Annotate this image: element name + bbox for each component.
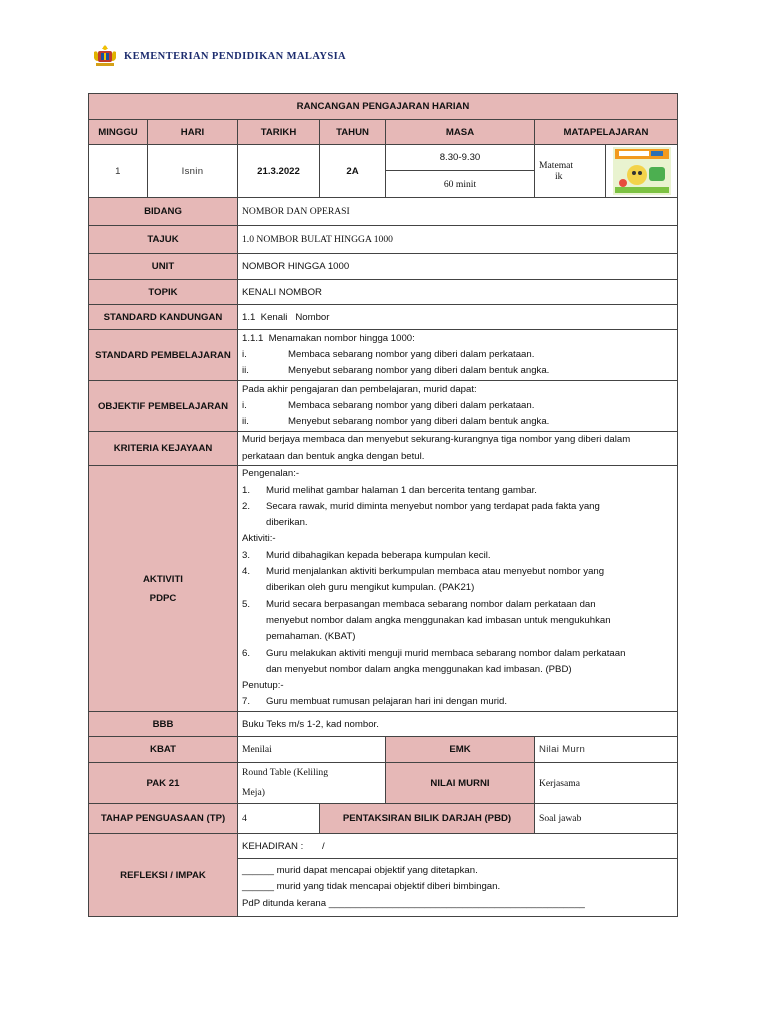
objektif-label: OBJEKTIF PEMBELAJARAN [89,381,238,432]
col-masa: MASA [386,120,535,145]
pak21-value: Round Table (Keliling Meja) [238,763,386,804]
bidang-value: NOMBOR DAN OPERASI [238,198,678,226]
hari-value: Isnin [148,145,238,198]
emk-label: EMK [386,737,535,763]
pbd-label: PENTAKSIRAN BILIK DARJAH (PBD) [320,804,535,834]
subject-line-1: Matemat [539,160,574,171]
sp-intro: 1.1.1 Menamakan nombor hingga 1000: [242,332,415,344]
bbb-value: Buku Teks m/s 1-2, kad nombor. [238,712,678,737]
aktiviti-label: AKTIVITI PDPC [89,466,238,712]
unit-label: UNIT [89,254,238,280]
list-item: 3. Murid dibahagikan kepada beberapa kumpulan kecil. [242,549,491,561]
topik-value: KENALI NOMBOR [238,280,678,305]
kbat-label: KBAT [89,737,238,763]
refleksi-value: ______ murid dapat mencapai objektif yang ditetapkan. ______ murid yang tidak mencapai objektif diberi bimbingan. PdP ditunda kerana ________________________________________________ [238,859,678,917]
standard-kandungan-label: STANDARD KANDUNGAN [89,305,238,330]
col-tahun: TAHUN [320,120,386,145]
aktiviti-heading: Aktiviti:- [242,533,276,545]
table-title: RANCANGAN PENGAJARAN HARIAN [89,94,678,120]
subject-cell [535,145,606,198]
col-minggu: MINGGU [89,120,148,145]
list-item: ii. Menyebut sebarang nombor yang diberi dalam bentuk angka. [242,416,550,428]
standard-kandungan-value: 1.1 Kenali Nombor [238,305,678,330]
nilai-murni-value: Kerjasama [535,763,678,804]
penutup-heading: Penutup:- [242,680,284,692]
list-item-cont: diberikan. [266,517,308,529]
list-item: 1. Murid melihat gambar halaman 1 dan bercerita tentang gambar. [242,484,537,496]
standard-pembelajaran-label: STANDARD PEMBELAJARAN [89,330,238,381]
list-item: ii. Menyebut sebarang nombor yang diberi dalam bentuk angka. [242,365,550,377]
page-header [92,43,346,69]
aktiviti-value [238,466,678,712]
tp-value: 4 [238,804,320,834]
objektif-intro: Pada akhir pengajaran dan pembelajaran, murid dapat: [242,383,477,395]
standard-pembelajaran-value [238,330,678,381]
minggu-value: 1 [89,145,148,198]
nilai-murni-label: NILAI MURNI [386,763,535,804]
refleksi-label: REFLEKSI / IMPAK [89,834,238,917]
col-hari: HARI [148,120,238,145]
list-item-cont: dan menyebut nombor dalam angka menggunakan kad imbasan. (PBD) [266,663,572,675]
list-item-cont: pemahaman. (KBAT) [266,631,356,643]
list-item: 2. Secara rawak, murid diminta menyebut nombor yang terdapat pada fakta yang [242,500,600,512]
bidang-label: BIDANG [89,198,238,226]
kbat-value: Menilai [238,737,386,763]
kriteria-label: KRITERIA KEJAYAAN [89,432,238,466]
kriteria-value: Murid berjaya membaca dan menyebut sekurang-kurangnya tiga nombor yang diberi dalam perkataan dan bentuk angka dengan betul. [238,432,678,466]
textbook-cover-cell [606,145,678,198]
list-item: 5. Murid secara berpasangan membaca sebarang nombor dalam perkataan dan [242,598,596,610]
list-item-cont: diberikan oleh guru mengikut kumpulan. (PAK21) [266,582,475,594]
col-tarikh: TARIKH [238,120,320,145]
list-item: i. Membaca sebarang nombor yang diberi dalam perkataan. [242,348,535,360]
pbd-value: Soal jawab [535,804,678,834]
emk-value: Nilai Murn [535,737,678,763]
tajuk-value: 1.0 NOMBOR BULAT HINGGA 1000 [238,226,678,254]
list-item: i. Membaca sebarang nombor yang diberi dalam perkataan. [242,399,535,411]
objektif-value [238,381,678,432]
ministry-name: KEMENTERIAN PENDIDIKAN MALAYSIA [124,50,347,62]
unit-value: NOMBOR HINGGA 1000 [238,254,678,280]
list-item: 6. Guru melakukan aktiviti menguji murid membaca sebarang nombor dalam perkataan [242,647,626,659]
topik-label: TOPIK [89,280,238,305]
masa-time: 8.30-9.30 [386,145,535,171]
malaysia-coat-of-arms-icon [92,44,118,68]
masa-duration: 60 minit [386,171,535,198]
col-matapelajaran: MATAPELAJARAN [535,120,678,145]
bbb-label: BBB [89,712,238,737]
tahun-value: 2A [320,145,386,198]
kehadiran-value: KEHADIRAN : / [238,834,678,859]
pengenalan-heading: Pengenalan:- [242,468,300,480]
subject-line-2: ik [555,171,563,182]
list-item-cont: menyebut nombor dalam angka menggunakan kad imbasan untuk mengukuhkan [266,614,611,626]
tp-label: TAHAP PENGUASAAN (TP) [89,804,238,834]
pak21-label: PAK 21 [89,763,238,804]
tarikh-value: 21.3.2022 [238,145,320,198]
textbook-cover-image [613,147,671,195]
tajuk-label: TAJUK [89,226,238,254]
lesson-plan-table [88,93,678,917]
list-item: 4. Murid menjalankan aktiviti berkumpulan membaca atau menyebut nombor yang [242,566,605,578]
list-item: 7. Guru membuat rumusan pelajaran hari ini dengan murid. [242,696,508,708]
